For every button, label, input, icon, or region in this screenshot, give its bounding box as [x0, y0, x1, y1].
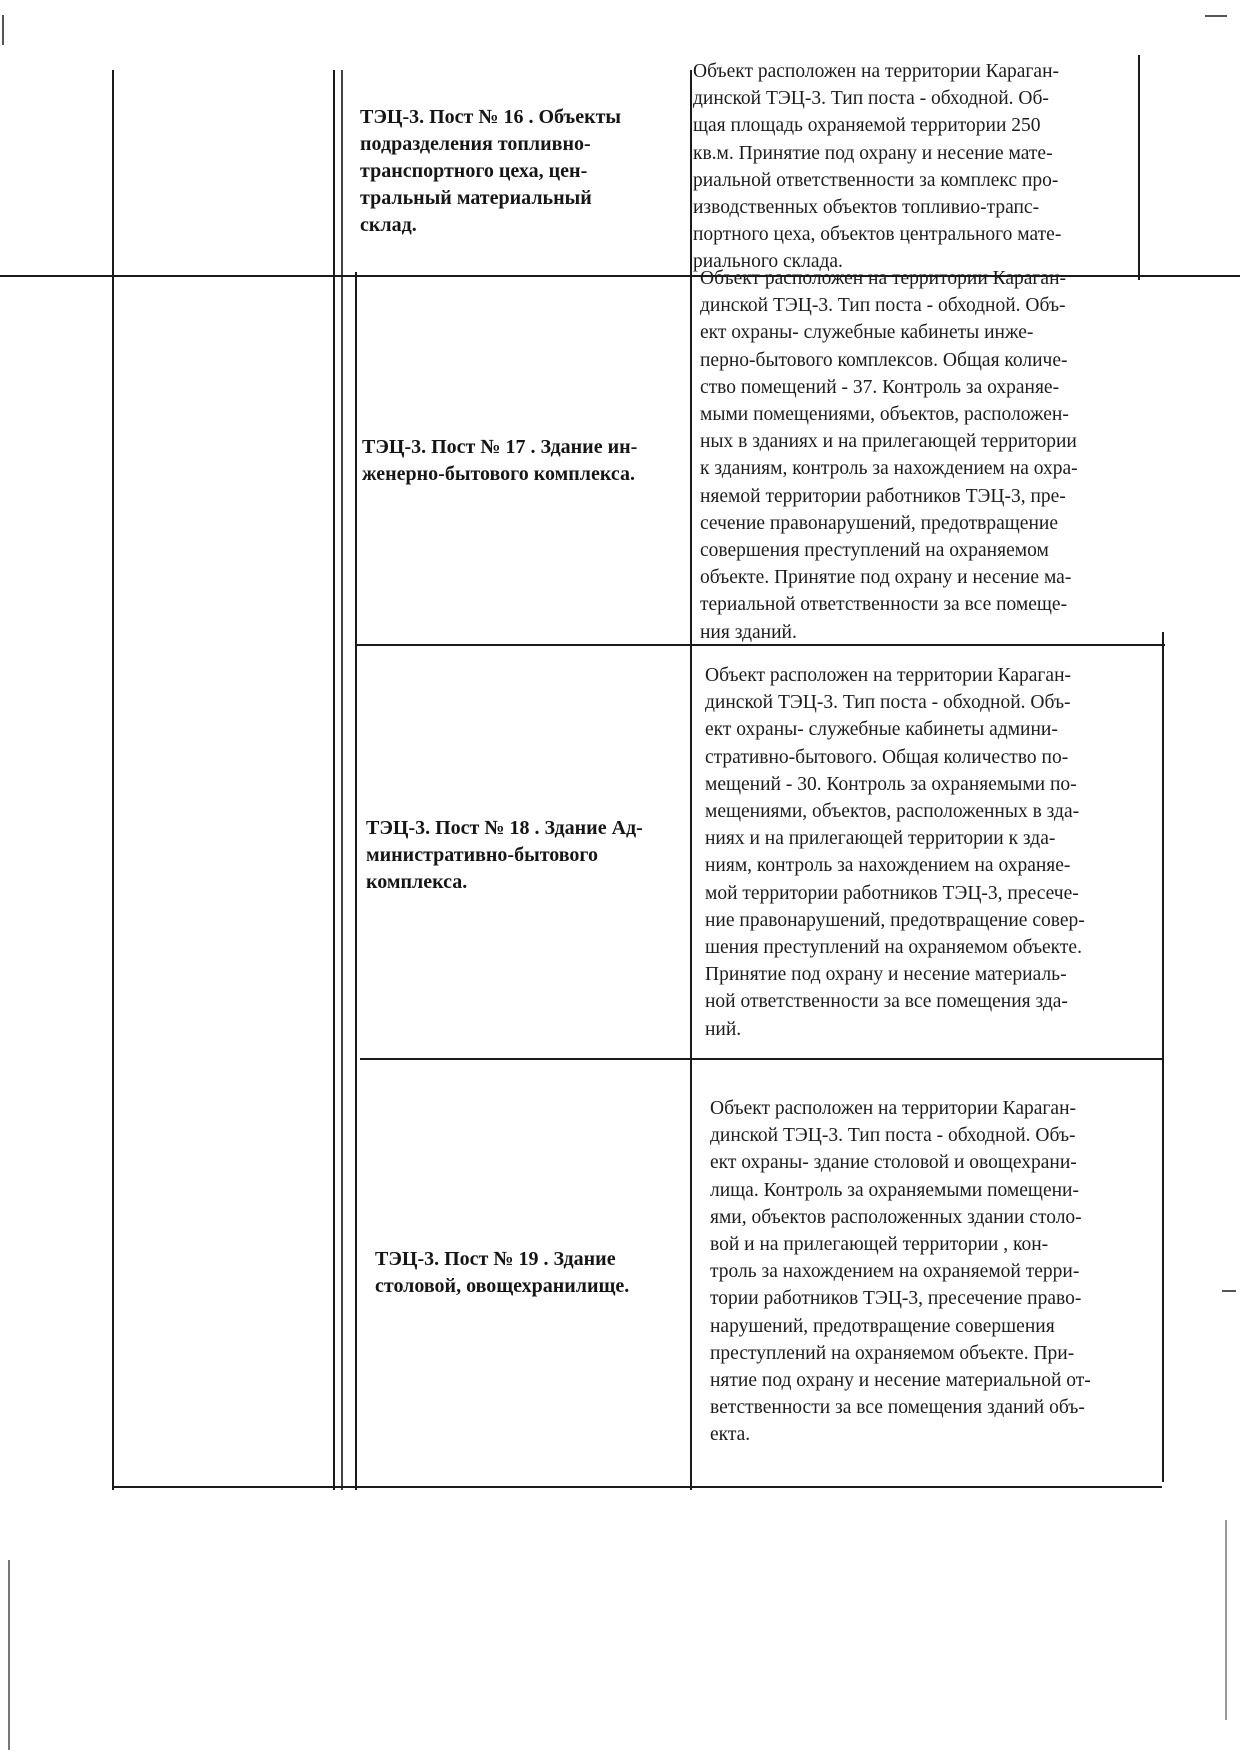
- post-19-description: Объект расположен на территории Караган- динской ТЭЦ-3. Тип поста - обходной. Объ- ект охраны- здание столовой и овощехрани- лища. Контроль за охраняемыми помещени- ями, объектов расположенных здании столо- вой и на прилегающей территории , кон- троль за нахождением на охраняемой терри- тории работников ТЭЦ-3, пресечение право- нарушений, предотвращение совершения преступлений на охраняемом объекте. При- нятие под охрану и несение материальной от- ветственности за все помещения зданий объ- екта.: [710, 1098, 1091, 1446]
- scan-mark: [2, 15, 4, 45]
- table-bottom-border: [112, 1486, 1162, 1488]
- scan-mark: [1225, 1520, 1227, 1720]
- post-18-title: ТЭЦ-3. Пост № 18 . Здание Ад- министративно-бытового комплекса.: [366, 817, 643, 893]
- table-left-border: [112, 70, 114, 1490]
- column-divider-1: [333, 70, 335, 1490]
- post-16-description: Объект расположен на территории Караган- динской ТЭЦ-3. Тип поста - обходной. Об- щая площадь охраняемой территории 250 кв.м. Принятие под охрану и несение мате- риальной ответственности за комплекс про- изводственных объектов топливио-трапс- портного цеха, объектов центрального мате- риального склада.: [693, 61, 1062, 273]
- post-19-title: ТЭЦ-3. Пост № 19 . Здание столовой, овощехранилище.: [375, 1248, 630, 1297]
- table-right-border-2: [1162, 632, 1164, 1482]
- table-right-border: [1138, 55, 1140, 280]
- post-17-description: Объект расположен на территории Караган- динской ТЭЦ-3. Тип поста - обходной. Объ- ект охраны- служебные кабинеты инже- перно-бытового комплексов. Общая количе- ство помещений - 37. Контроль за охраняе- мыми помещениями, объектов, расположен- ных в зданиях и на прилегающей территории к зданиям, контроль за нахождением на охра- няемой территории работников ТЭЦ-3, пре- сечение правонарушений, предотвращение совершения преступлений на охраняемом объекте. Принятие под охрану и несение ма- териальной ответственности за все помеще- ния зданий.: [700, 268, 1078, 643]
- post-18-description: Объект расположен на территории Караган- динской ТЭЦ-3. Тип поста - обходной. Объ- ект охраны- служебные кабинеты админи- стративно-бытового. Общая количество по- мещений - 30. Контроль за охраняемыми по- мещениями, объектов, расположенных в зда- ниях и на прилегающей территории к зда- ниям, контроль за нахождением на охраняе- мой территории работников ТЭЦ-3, пресече- ние правонарушений, предотвращение совер- шения преступлений на охраняемом объекте. Принятие под охрану и несение материаль- ной ответственности за все помещения зда- ний.: [705, 665, 1085, 1040]
- scan-mark: [8, 1560, 10, 1750]
- column-divider-3: [690, 70, 692, 1490]
- post-16-title: ТЭЦ-3. Пост № 16 . Объекты подразделения топливно- транспортного цеха, цен- тральный материальный склад.: [360, 106, 622, 236]
- scan-mark: [1222, 1290, 1236, 1292]
- column-divider-1b: [341, 70, 343, 1490]
- column-divider-2: [355, 272, 357, 1490]
- row-divider-3: [360, 1058, 1163, 1060]
- scan-mark: [1205, 15, 1227, 17]
- post-17-title: ТЭЦ-3. Пост № 17 . Здание ин- женерно-бытового комплекса.: [362, 436, 638, 485]
